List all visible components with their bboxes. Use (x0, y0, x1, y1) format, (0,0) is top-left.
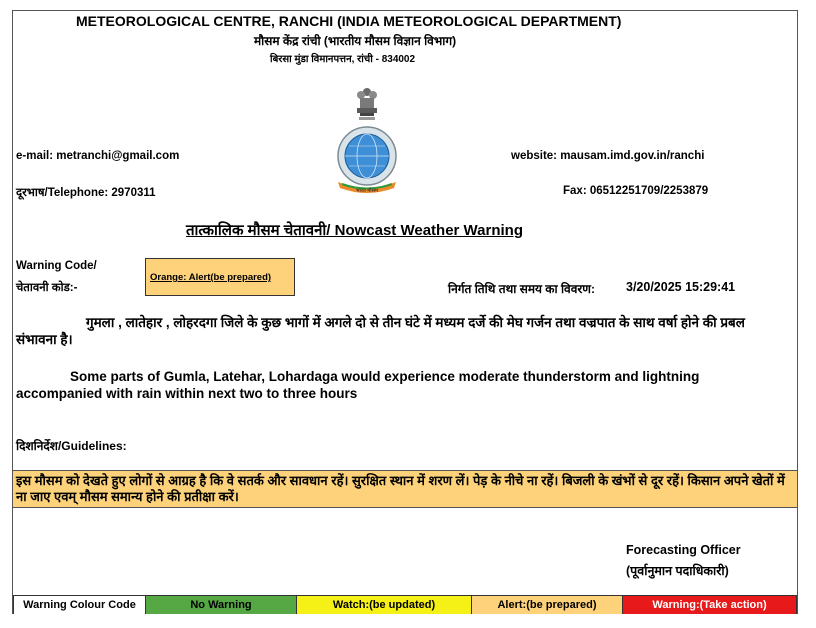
page-title: तात्कालिक मौसम चेतावनी/ Nowcast Weather Warning (186, 222, 523, 239)
guidelines-box (13, 470, 797, 508)
imd-logo-icon (334, 126, 400, 196)
guidelines-text: इस मौसम को देखते हुए लोगों से आग्रह है कि वे सतर्क और सावधान रहें। सुरक्षित स्थान में शरण लें। पेड़ के नीचे ना रहें। बिजली के खंभों से दूर रहें। किसान अपने खेतों में ना जाए एवम् मौसम समान्य होने की प्रतीक्षा करें। (16, 473, 785, 504)
legend-yellow: Watch:(be updated) (297, 596, 472, 614)
issue-datetime-label: निर्गत तिथि तथा समय का विवरण: (448, 282, 595, 296)
header-title-english: METEOROLOGICAL CENTRE, RANCHI (INDIA METEOROLOGICAL DEPARTMENT) (76, 13, 622, 29)
telephone-contact: दूरभाष/Telephone: 2970311 (16, 187, 156, 199)
warning-code-value: Orange: Alert(be prepared) (150, 272, 272, 283)
fax-contact: Fax: 06512251709/2253879 (563, 185, 709, 197)
header-address: बिरसा मुंडा विमानपत्तन, रांची - 834002 (270, 54, 416, 65)
warning-code-label-en: Warning Code/ (16, 260, 97, 272)
signature-title: Forecasting Officer (626, 543, 741, 557)
legend-label: Warning Colour Code (13, 596, 146, 614)
warning-code-label-hi: चेतावनी कोड:- (16, 282, 78, 294)
guidelines-label: दिशनिर्देश/Guidelines: (16, 439, 127, 453)
issue-datetime-value: 3/20/2025 15:29:41 (626, 280, 736, 294)
warning-message-hindi: गुमला , लातेहार , लोहरदगा जिले के कुछ भागों में अगले दो से तीन घंटे में मध्यम दर्जे की मेघ गर्जन तथा वज्रपात के साथ वर्षा होने की प्रबल संभावना है। (16, 315, 745, 347)
logo-band-text: भारत मौसम (356, 188, 378, 194)
legend-red: Warning:(Take action) (623, 596, 797, 614)
header-title-hindi: मौसम केंद्र रांची (भारतीय मौसम विज्ञान विभाग) (254, 34, 457, 48)
document-frame (12, 10, 798, 614)
warning-code-badge (145, 258, 295, 296)
national-emblem-icon (352, 86, 382, 122)
warning-colour-legend (13, 595, 797, 614)
warning-message-english: Some parts of Gumla, Latehar, Lohardaga would experience moderate thunderstorm and lightning accompanied with rain within next two to three hours (16, 369, 700, 401)
legend-orange: Alert:(be prepared) (472, 596, 623, 614)
signature-title-hindi: (पूर्वानुमान पदाधिकारी) (626, 564, 729, 578)
website-contact: website: mausam.imd.gov.in/ranchi (511, 150, 705, 162)
email-contact: e-mail: metranchi@gmail.com (16, 150, 180, 162)
legend-green: No Warning (146, 596, 297, 614)
